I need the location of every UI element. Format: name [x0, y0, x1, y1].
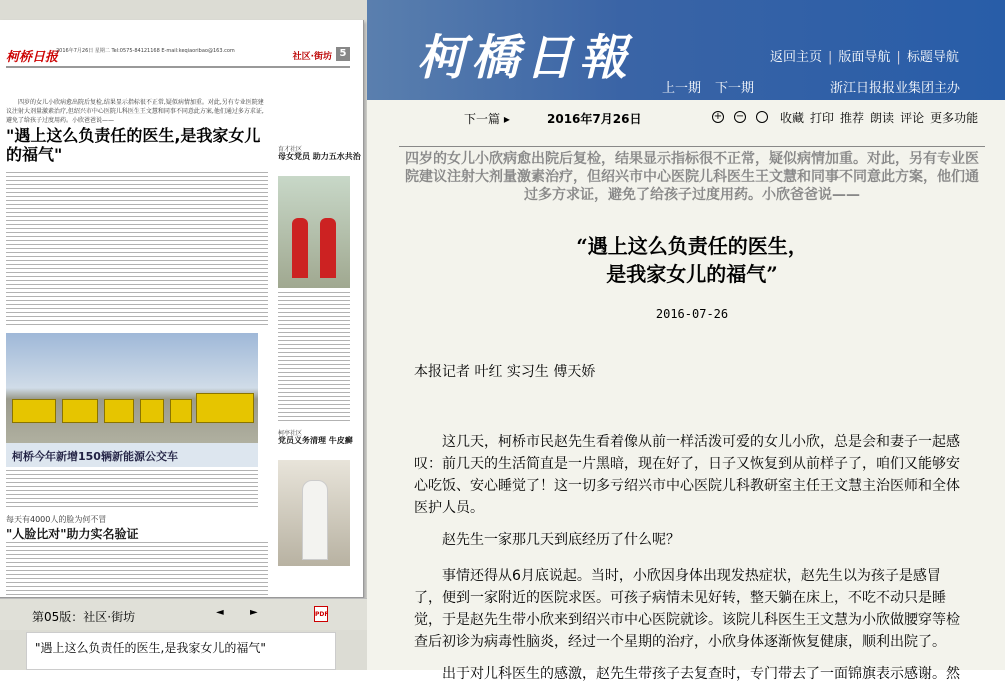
newspaper-page-number: 5: [336, 47, 350, 61]
newspaper-body-text: [6, 172, 268, 328]
next-article-link[interactable]: 下一篇 ▸: [464, 112, 510, 126]
article-tools: [780, 109, 984, 126]
article-paragraph: 事情还得从6月底说起。当时，小欣因身体出现发热症状，赵先生以为孩子是感冒了，便到一家附近的医院求医。可孩子病情未见好转，整天躺在床上，不吃不动只是睡觉，于是赵先生带小欣来到绍兴市中心医院就诊。该院儿科医生王文慧为小欣做腰穿等检查后初诊为病毒性脑炎，经过一个星期的治疗，小欣身体逐渐恢复健康，顺利出院了。: [414, 568, 960, 650]
page-preview-panel: [0, 0, 367, 670]
site-logo[interactable]: 柯橋日報: [417, 30, 634, 86]
pdf-icon[interactable]: PDF: [314, 606, 328, 622]
newspaper-section-label: 社区·街坊: [292, 52, 332, 62]
article-intro: 四岁的女儿小欣病愈出院后复检，结果显示指标很不正常，疑似病情加重。对此，另有专业医院建议注射大剂量激素治疗，但绍兴市中心医院儿科医生王文慧和同事不同意此方案，他们通过多方求证，避免了给孩子过度用药。小欣爸爸说——: [405, 151, 979, 203]
face-story-kicker: 每天有4000人的脸为何不冒: [6, 515, 107, 524]
side-story-1-photo: [278, 176, 350, 288]
title-list-item[interactable]: "遇上这么负责任的医生,是我家女儿的福气": [35, 641, 266, 655]
bus-caption[interactable]: 柯桥今年新增150辆新能源公交车: [12, 450, 178, 463]
article-paragraph: 出于对儿科医生的感激，赵先生带孩子去复查时，专门带去了一面锦旗表示感谢。然: [442, 666, 960, 682]
article-paragraph: 这几天，柯桥市民赵先生看着像从前一样活泼可爱的女儿小欣，总是会和妻子一起感叹：前几天的生活简直是一片黑暗，现在好了，日子又恢复到从前样子了，咱们又能够安心吃饭、安心睡觉了！这一切多亏绍兴市中心医院儿科教研室主任王文慧主治医师和全体医护人员。: [414, 434, 960, 516]
side-story-2-photo: [278, 460, 350, 566]
newspaper-headline[interactable]: "遇上这么负责任的医生,是我家女儿的福气": [6, 126, 261, 164]
newspaper-lead-text[interactable]: 四岁的女儿小欣病愈出院后复检,结果显示指标很不正常,疑似病情加重。对此,另有专业医院建议注射大剂量激素治疗,但绍兴市中心医院儿科医生王文慧和同事不同意此方案,他们通过多方求证,避免了给孩子过度用药。小欣爸爸说——: [6, 99, 264, 124]
article-title: [399, 232, 985, 288]
side-story-2-section: 柯亭社区: [278, 430, 303, 437]
article-panel: [367, 100, 1005, 682]
newspaper-page-image[interactable]: [0, 20, 364, 598]
page-label[interactable]: 第05版：社区·街坊: [32, 610, 136, 624]
nav-titles-link[interactable]: 标题导航: [906, 50, 959, 65]
article-toolbar: [367, 100, 1005, 134]
bus-photo: [6, 333, 258, 443]
side-story-1-title[interactable]: 母女党员 助力五水共治: [278, 152, 361, 161]
face-story-title[interactable]: "人脸比对"助力实名验证: [6, 527, 139, 541]
article-title-line-1: “遇上这么负责任的医生，: [576, 234, 808, 258]
prev-issue-link[interactable]: 上一期: [662, 81, 702, 96]
tool-recommend[interactable]: 推荐: [840, 111, 865, 125]
tool-print[interactable]: 打印: [810, 111, 835, 125]
nav-layout-link[interactable]: 版面导航: [838, 50, 891, 65]
article-title-line-2: 是我家女儿的福气”: [606, 262, 778, 286]
zoom-out-icon[interactable]: −: [735, 111, 745, 122]
tool-read-aloud[interactable]: 朗读: [870, 111, 895, 125]
article-paragraph: 赵先生一家那几天到底经历了什么呢？: [442, 532, 680, 548]
next-page-arrow-icon[interactable]: ►: [250, 607, 258, 618]
tool-favorite[interactable]: 收藏: [780, 111, 805, 125]
side-story-2-title[interactable]: 党员义务清理 牛皮癣: [278, 436, 353, 445]
publisher-label: 浙江日报报业集团主办: [830, 81, 961, 96]
nav-home-link[interactable]: 返回主页: [770, 50, 823, 65]
zoom-in-icon[interactable]: +: [713, 111, 723, 122]
zoom-reset-icon[interactable]: [756, 111, 768, 123]
issue-nav: [662, 77, 768, 96]
site-header: [367, 0, 1005, 100]
bus-story-text: [6, 470, 258, 510]
newspaper-masthead: [6, 46, 350, 68]
tool-more[interactable]: 更多功能: [930, 111, 979, 125]
page-bar: [0, 598, 367, 630]
face-story-text: [6, 542, 268, 598]
issue-date: 2016年7月26日: [547, 112, 642, 126]
top-nav: 返回主页 | 版面导航 | 标题导航: [770, 50, 959, 65]
side-story-1-section: 育才社区: [278, 146, 303, 153]
tool-comment[interactable]: 评论: [900, 111, 925, 125]
side-story-1-text: [278, 292, 350, 422]
prev-page-arrow-icon[interactable]: ◄: [216, 607, 224, 618]
article-title-list: [26, 632, 336, 670]
divider: [399, 146, 985, 147]
article-date: 2016-07-26: [655, 307, 729, 321]
newspaper-logo: 柯桥日报: [6, 50, 59, 65]
next-issue-link[interactable]: 下一期: [715, 81, 755, 96]
article-byline: 本报记者 叶红 实习生 傅天娇: [414, 364, 596, 380]
newspaper-meta: 2016年7月26日 星期二 Tel:0575-84121168 E-mail:keqiaoribao@163.com: [56, 48, 235, 54]
